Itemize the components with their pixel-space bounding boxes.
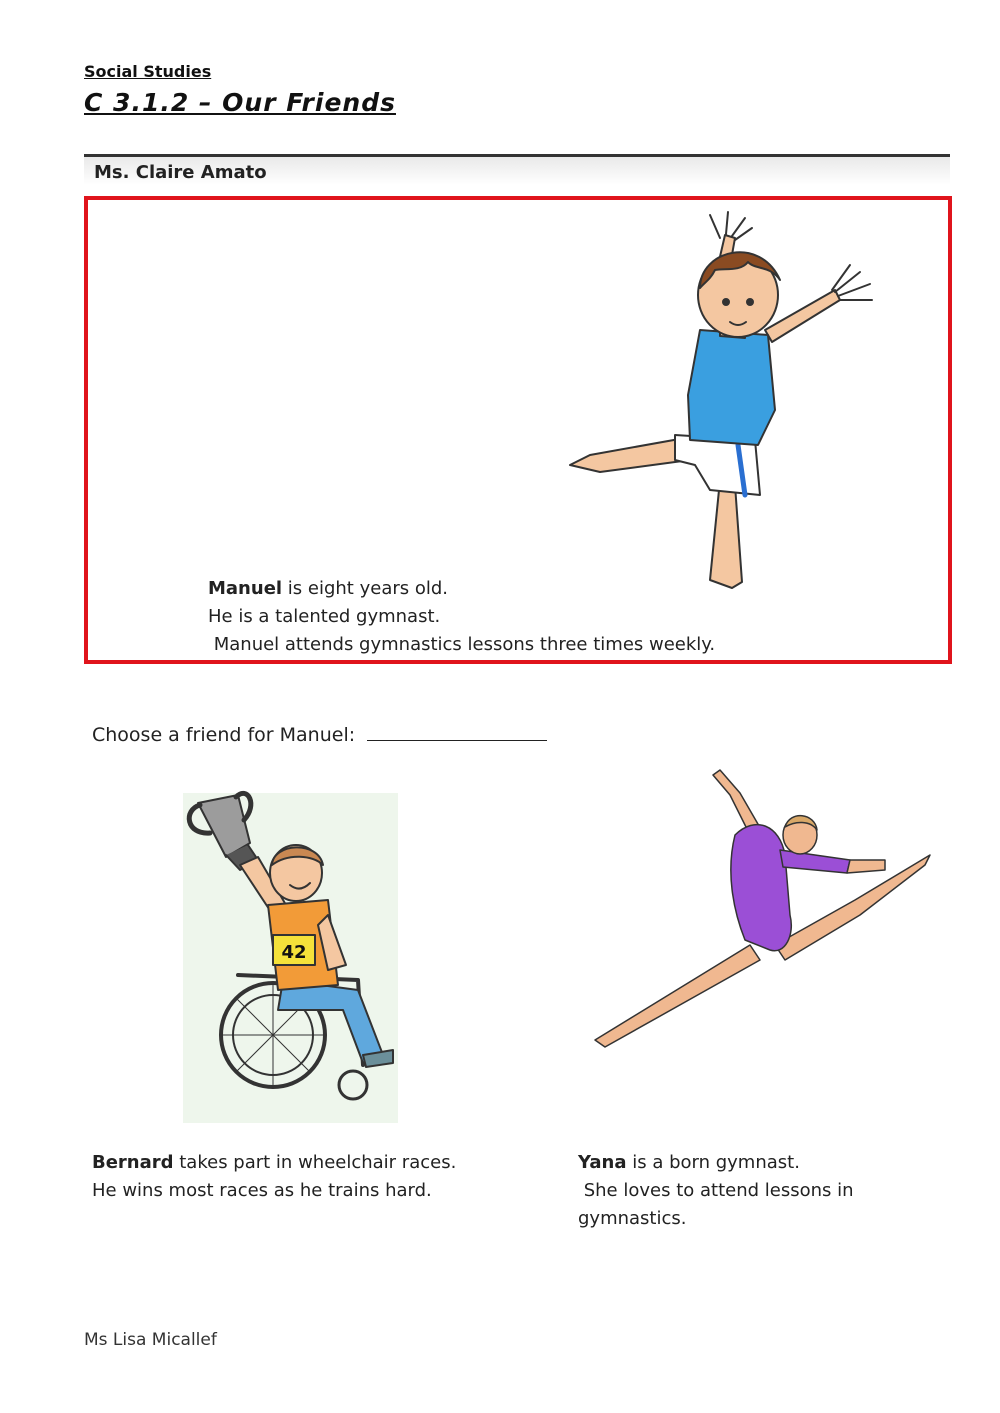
yana-gymnast-illustration: [585, 765, 935, 1055]
subject-label: Social Studies: [84, 62, 212, 81]
yana-line-1: Yana is a born gymnast.: [578, 1152, 800, 1173]
manuel-name: Manuel: [208, 578, 283, 599]
manuel-gymnast-illustration: [560, 210, 900, 600]
bernard-description: [92, 1149, 456, 1205]
bib-number: 42: [281, 942, 307, 963]
bernard-wheelchair-illustration: [178, 765, 408, 1125]
choose-friend-prompt: Choose a friend for Manuel:: [92, 724, 547, 746]
manuel-line-3: Manuel attends gymnastics lessons three times weekly.: [208, 634, 716, 655]
manuel-line-1: Manuel is eight years old.: [208, 578, 449, 599]
manuel-description: [208, 575, 715, 659]
page-title: C 3.1.2 – Our Friends: [84, 88, 396, 117]
yana-line-2: She loves to attend lessons in: [578, 1180, 854, 1201]
yana-line-3: gymnastics.: [578, 1208, 687, 1229]
yana-description: [578, 1149, 854, 1233]
answer-blank[interactable]: [367, 726, 547, 741]
author-footer: Ms Lisa Micallef: [84, 1330, 217, 1350]
yana-name: Yana: [578, 1152, 627, 1173]
header-rule: [84, 154, 950, 157]
bernard-name: Bernard: [92, 1152, 174, 1173]
bernard-line-2: He wins most races as he trains hard.: [92, 1180, 432, 1201]
bernard-line-1: Bernard takes part in wheelchair races.: [92, 1152, 457, 1173]
manuel-line-2: He is a talented gymnast.: [208, 606, 441, 627]
teacher-name: Ms. Claire Amato: [94, 162, 267, 183]
